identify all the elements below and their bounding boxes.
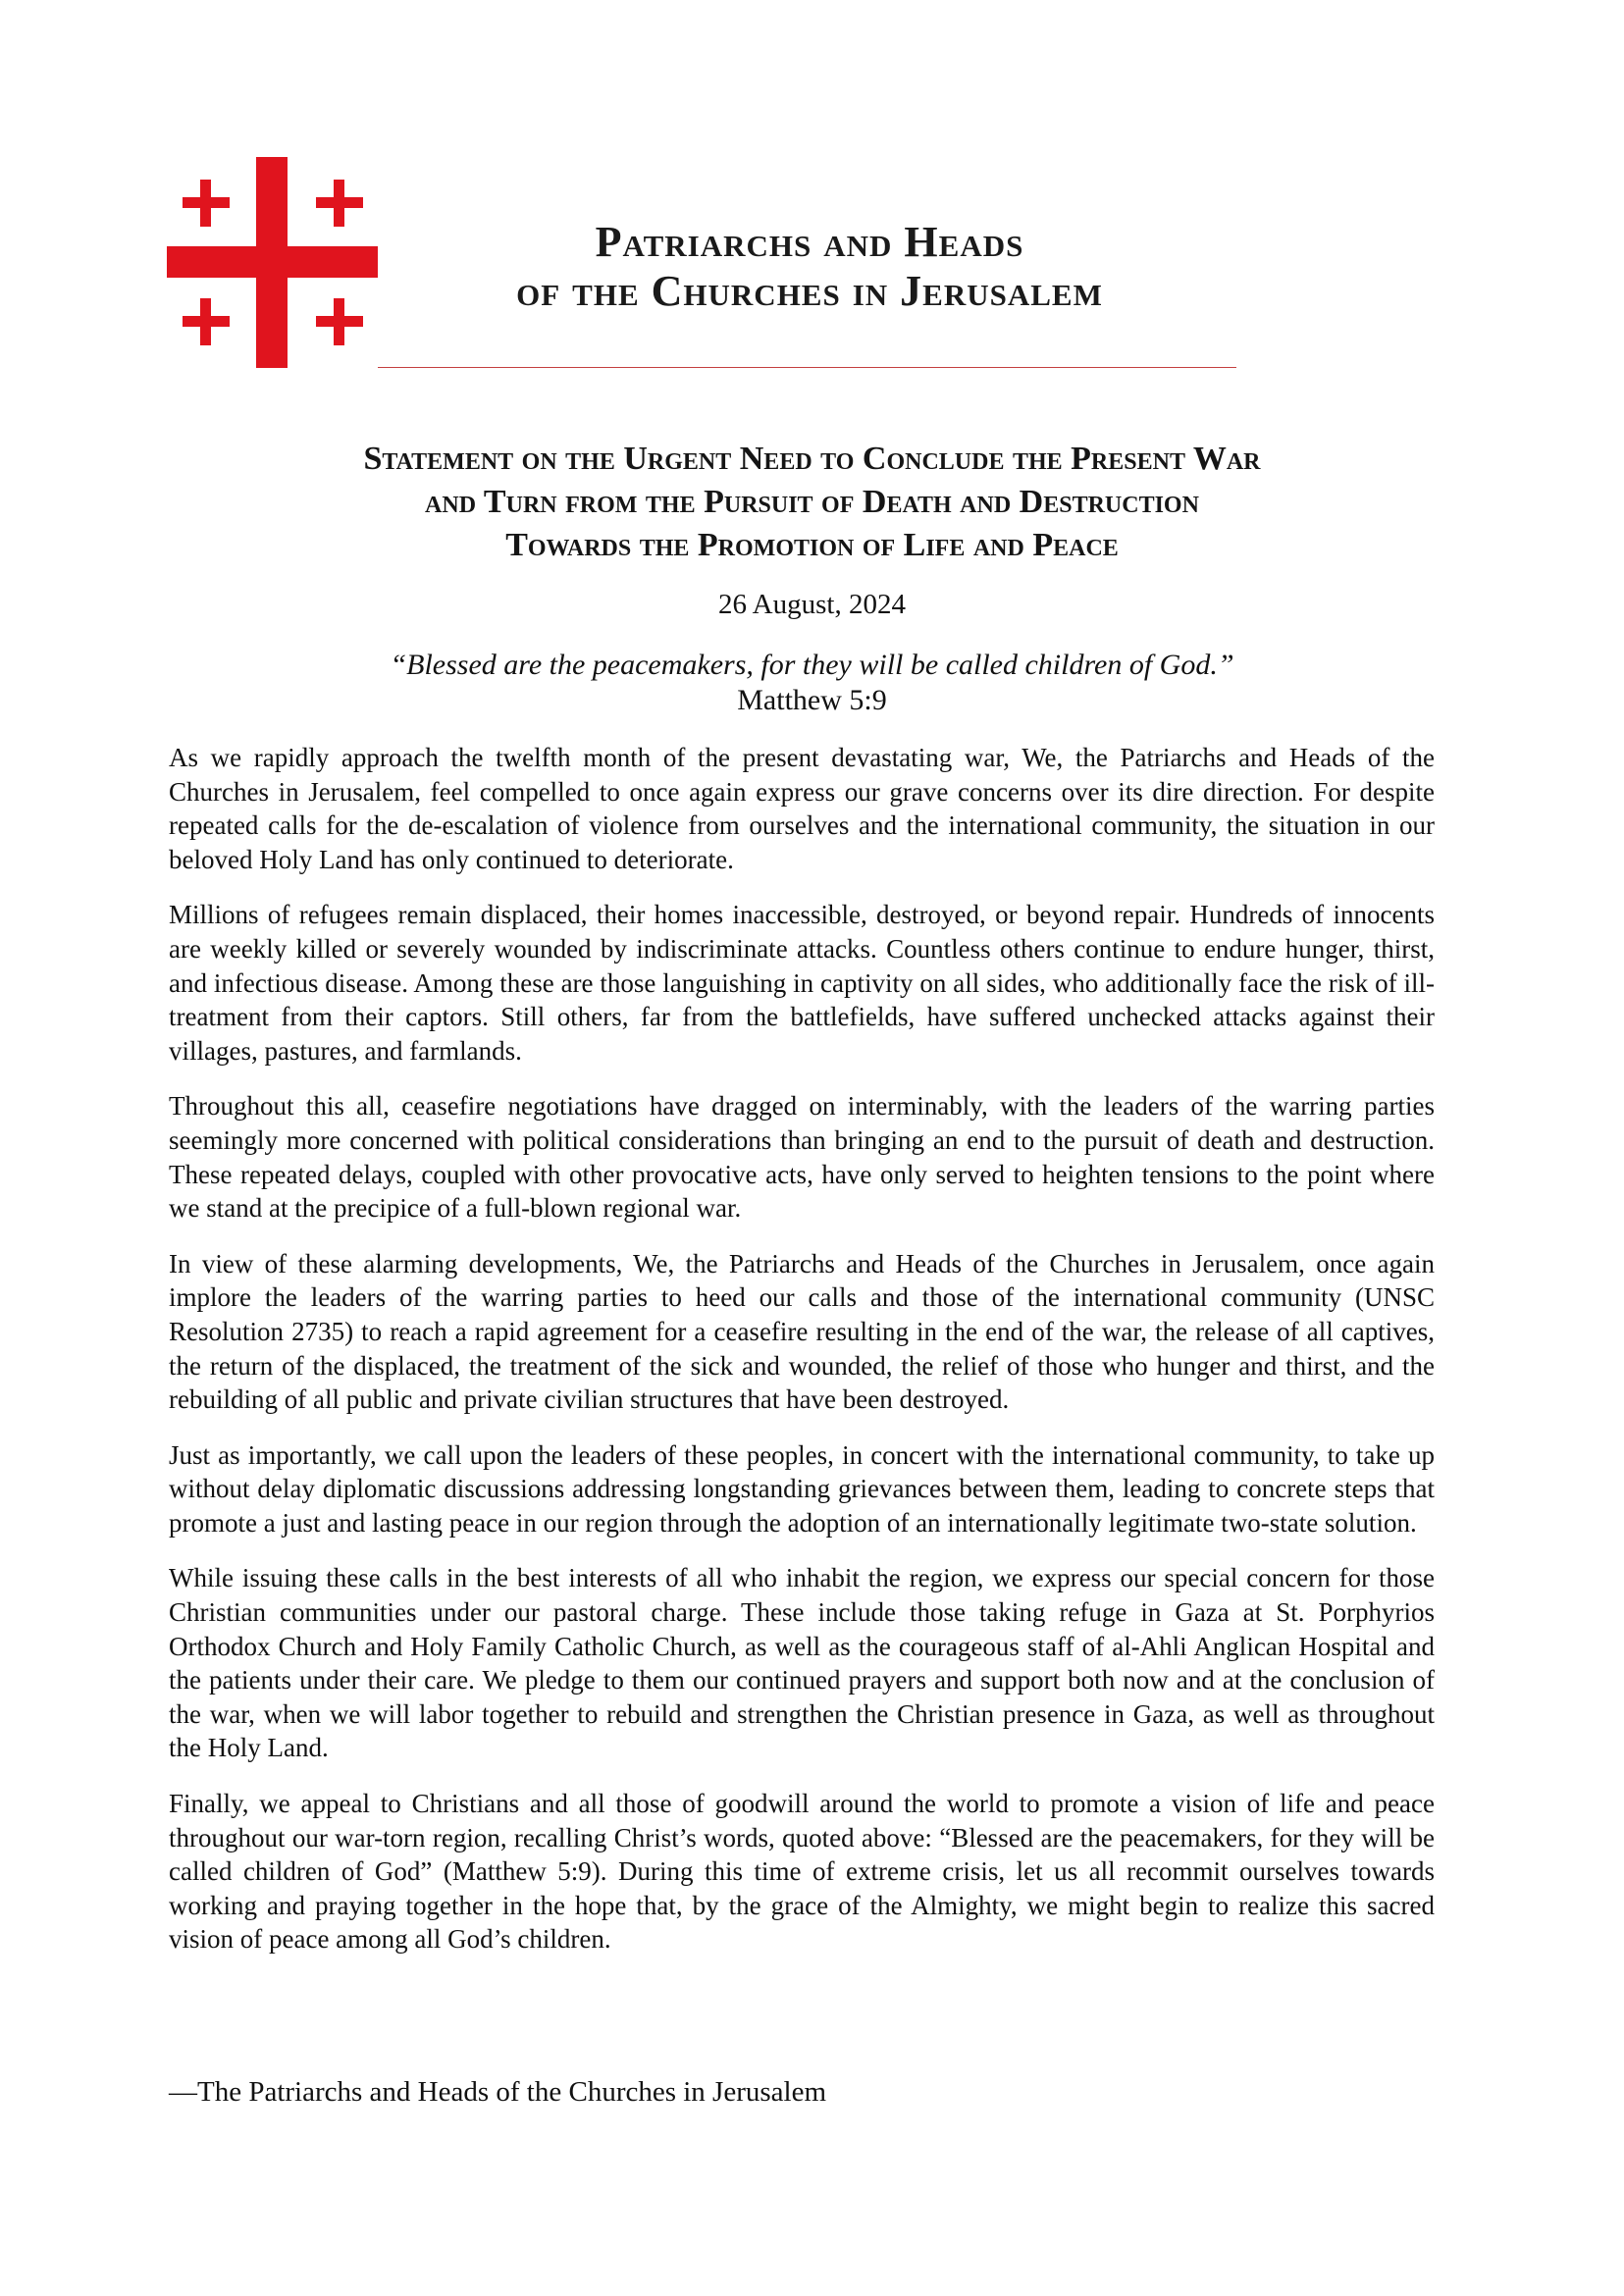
epigraph-text: “Blessed are the peacemakers, for they will be called children of God.” (390, 649, 1234, 681)
signature: —The Patriarchs and Heads of the Churches in Jerusalem (169, 2076, 827, 2108)
body-paragraph: While issuing these calls in the best interests of all who inhabit the region, we express our special concern for those Christian communities under our pastoral charge. These include those taking refuge in Gaza at St. Porphyrios Orthodox Church and Holy Family Catholic Church, as well as the courageous staff of al-Ahli Anglican Hospital and the patients under their care. We pledge to them our continued prayers and support both now and at the conclusion of the war, when we will labor together to rebuild and strengthen the Christian presence in Gaza, as well as throughout the Holy Land. (169, 1563, 1435, 1763)
organization-name-line-1: Patriarchs and Heads (595, 218, 1024, 266)
body-paragraph: Finally, we appeal to Christians and all those of goodwill around the world to promote a vision of life and peace throughout our war-torn region, recalling Christ’s words, quoted above: “Blessed are the peacemakers, for they will be called children of God” (Matthew 5:9). During this time of extreme crisis, let us all recommit ourselves towards working and praying together in the hope that, by the grace of the Almighty, we might begin to realize this sacred vision of peace among all God’s children. (169, 1789, 1435, 1955)
body-paragraph: As we rapidly approach the twelfth month of the present devastating war, We, the Patriarchs and Heads of the Churches in Jerusalem, feel compelled to once again express our grave concerns over its dire direction. For despite repeated calls for the de-escalation of violence from ourselves and the international community, the situation in our beloved Holy Land has only continued to deteriorate. (169, 743, 1435, 874)
title-line-2: and Turn from the Pursuit of Death and Destruction (425, 484, 1199, 520)
organization-name-line-2: of the Churches in Jerusalem (516, 267, 1103, 315)
jerusalem-cross-icon (167, 157, 378, 368)
statement-title (172, 438, 1452, 567)
letterhead-divider (378, 367, 1236, 368)
body-paragraph: In view of these alarming developments, We, the Patriarchs and Heads of the Churches in Jerusalem, once again implore the leaders of the warring parties to heed our calls and those of the international community (UNSC Resolution 2735) to reach a rapid agreement for a ceasefire resulting in the end of the war, the release of all captives, the return of the displaced, the treatment of the sick and wounded, the relief of those who hunger and thirst, and the rebuilding of all public and private civilian structures that have been destroyed. (169, 1248, 1435, 1415)
body-paragraph: Millions of refugees remain displaced, their homes inaccessible, destroyed, or beyond repair. Hundreds of innocents are weekly killed or severely wounded by indiscriminate attacks. Countless others continue to endure hunger, thirst, and infectious disease. Among these are those languishing in captivity on all sides, who additionally face the risk of ill-treatment from their captors. Still others, far from the battlefields, have suffered unchecked attacks against their villages, pastures, and farmlands. (169, 900, 1435, 1066)
epigraph (172, 648, 1452, 718)
epigraph-reference: Matthew 5:9 (737, 684, 887, 716)
body-paragraph: Just as importantly, we call upon the leaders of these peoples, in concert with the international community, to take up without delay diplomatic discussions addressing longstanding grievances between them, leading to concrete steps that promote a just and lasting peace in our region through the adoption of an internationally legitimate two-state solution. (169, 1439, 1435, 1538)
body-paragraph: Throughout this all, ceasefire negotiations have dragged on interminably, with the leaders of the warring parties seemingly more concerned with political considerations than bringing an end to the pursuit of death and destruction. These repeated delays, coupled with other provocative acts, have only served to heighten tensions to the point where we stand at the precipice of a full-blown regional war. (169, 1091, 1435, 1224)
organization-name (378, 218, 1241, 316)
title-line-3: Towards the Promotion of Life and Peace (505, 527, 1119, 563)
statement-body (169, 741, 1435, 1978)
statement-date: 26 August, 2024 (718, 589, 906, 620)
title-line-1: Statement on the Urgent Need to Conclude the Present War (363, 441, 1261, 477)
